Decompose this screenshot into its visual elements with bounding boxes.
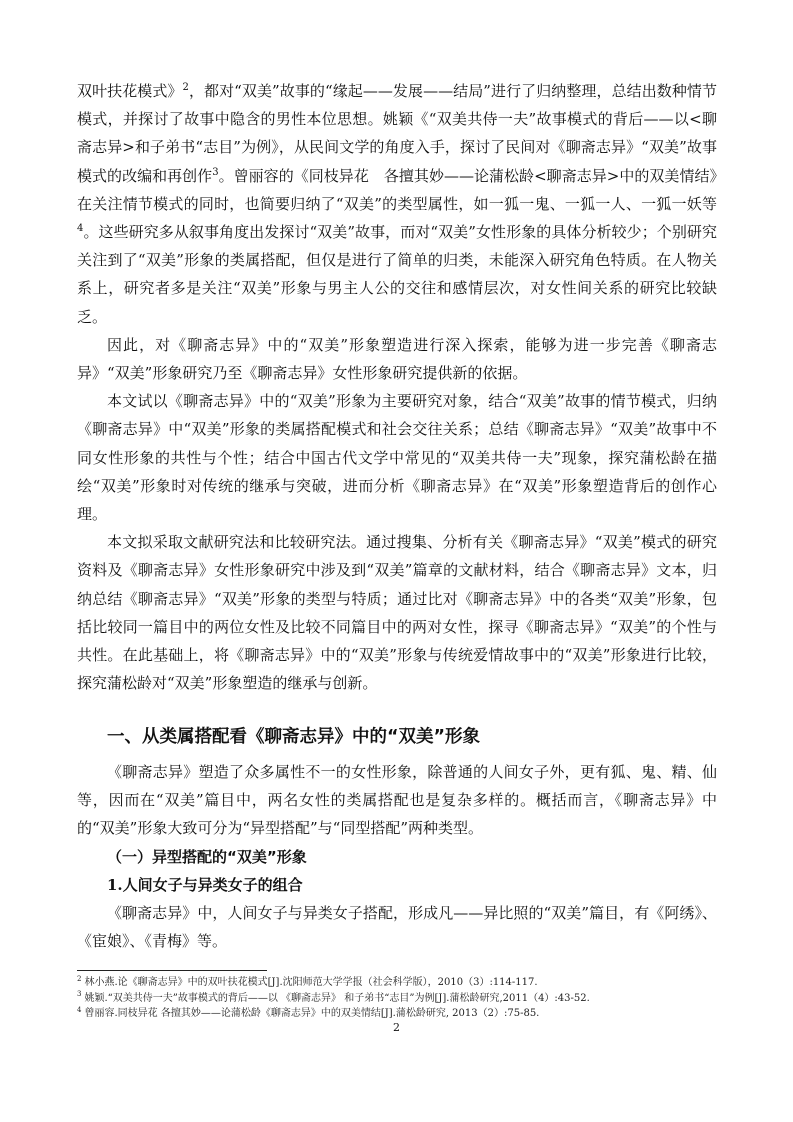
text-run: 。这些研究多从叙事角度出发探讨“双美”故事，而对“双美”女性形象的具体分析较少；个别研究关注到了“双美”形象的类属搭配，但仅是进行了简单的归类，未能深入研究角色特质。在人物关系上，研究者多是关注“双美”形象与男主人公的交往和感情层次，对女性间关系的研究比较缺乏。: [77, 223, 717, 326]
subsection-heading: （一）异型搭配的“双美”形象: [107, 848, 307, 866]
paragraph-examples: 《聊斋志异》中，人间女子与异类女子搭配，形成凡——异比照的“双美”篇目，有《阿绣》、《宦娘》、《青梅》等。: [77, 904, 717, 951]
subsubsection-heading: 1.人间女子与异类女子的组合: [107, 876, 303, 894]
footnotes: [77, 975, 727, 1022]
text-run: 。曾丽容的《同枝异花 各擅其妙——论蒲松龄<聊斋志异>中的双美情结》在关注情节模式的同时，也简要归纳了“双美”的类型属性，如一狐一鬼、一狐一人、一狐一妖等: [77, 166, 717, 213]
footnote-item: [77, 991, 727, 1007]
footnote-number: 2: [77, 974, 82, 983]
text-run: ，都对“双美”故事的“缘起——发展——结局”进行了归纳整理，总结出数种情节模式，并探讨了故事中隐含的男性本位思想。姚颖《“双美共侍一夫”故事模式的背后——以<聊斋志异>和子弟书“志目”为例》，从民间文学的角度入手，探讨了民间对《聊斋志异》“双美”故事模式的改编和再创作: [77, 82, 717, 185]
subsection-body: [77, 899, 717, 955]
paragraph-methods: 本文拟采取文献研究法和比较研究法。通过搜集、分析有关《聊斋志异》“双美”模式的研究资料及《聊斋志异》女性形象研究中涉及到“双美”篇章的文献材料，结合《聊斋志异》文本，归纳总结《聊斋志异》“双美”形象的类型与特质；通过比对《聊斋志异》中的各类“双美”形象，包括比较同一篇目中的两位女性及比较不同篇目中的两对女性，探寻《聊斋志异》“双美”的个性与共性。在此基础上，将《聊斋志异》中的“双美”形象与传统爱情故事中的“双美”形象进行比较，探究蒲松龄对“双美”形象塑造的继承与创新。: [77, 533, 717, 693]
footnote-number: 4: [77, 1005, 82, 1014]
footnote-text: 姚颖.“双美共侍一夫”故事模式的背后——以 《聊斋志异》 和子弟书“志目”为例[J].蒲松龄研究,2011（4）:43-52.: [84, 992, 590, 1004]
footnote-text: 曾丽容.同枝异花 各擅其妙——论蒲松龄《聊斋志异》中的双美情结[J].蒲松龄研究, 2013（2）:75-85.: [84, 1008, 540, 1019]
paragraph-significance: 因此，对《聊斋志异》中的“双美”形象塑造进行深入探索，能够为进一步完善《聊斋志异》“双美”形象研究乃至《聊斋志异》女性形象研究提供新的依据。: [77, 335, 717, 383]
intro-body: [77, 77, 717, 697]
footnote-ref: 4: [77, 223, 84, 235]
footnote-item: [77, 975, 727, 991]
section-heading-1: 一、从类属搭配看《聊斋志异》中的“双美”形象: [107, 727, 481, 747]
footnote-divider: [77, 970, 267, 971]
paragraph-overview: 《聊斋志异》塑造了众多属性不一的女性形象，除普通的人间女子外，更有狐、鬼、精、仙等，因而在“双美”篇目中，两名女性的类属搭配也是复杂多样的。概括而言，《聊斋志异》中的“双美”形象大致可分为“异型搭配”与“同型搭配”两种类型。: [77, 763, 717, 838]
paragraph-objectives: 本文试以《聊斋志异》中的“双美”形象为主要研究对象，结合“双美”故事的情节模式，归纳《聊斋志异》中“双美”形象的类属搭配模式和社会交往关系；总结《聊斋志异》“双美”故事中不同女性形象的共性与个性；结合中国古代文学中常见的“双美共侍一夫”现象，探究蒲松龄在描绘“双美”形象时对传统的继承与突破，进而分析《聊斋志异》在“双美”形象塑造背后的创作心理。: [77, 392, 717, 524]
footnote-ref: 2: [182, 82, 189, 93]
footnote-number: 3: [77, 990, 82, 999]
footnote-item: [77, 1006, 727, 1022]
page-number: 2: [393, 1021, 400, 1034]
footnote-text: 林小燕.论《聊斋志异》中的双叶扶花模式[J].沈阳师范大学学报（社会科学版），2010（3）:114-117.: [84, 977, 538, 988]
paragraph-literature-review: [77, 77, 717, 331]
footnote-ref: 3: [212, 166, 219, 178]
section-1-body: [77, 758, 717, 843]
text-run: 双叶扶花模式》: [77, 82, 183, 100]
